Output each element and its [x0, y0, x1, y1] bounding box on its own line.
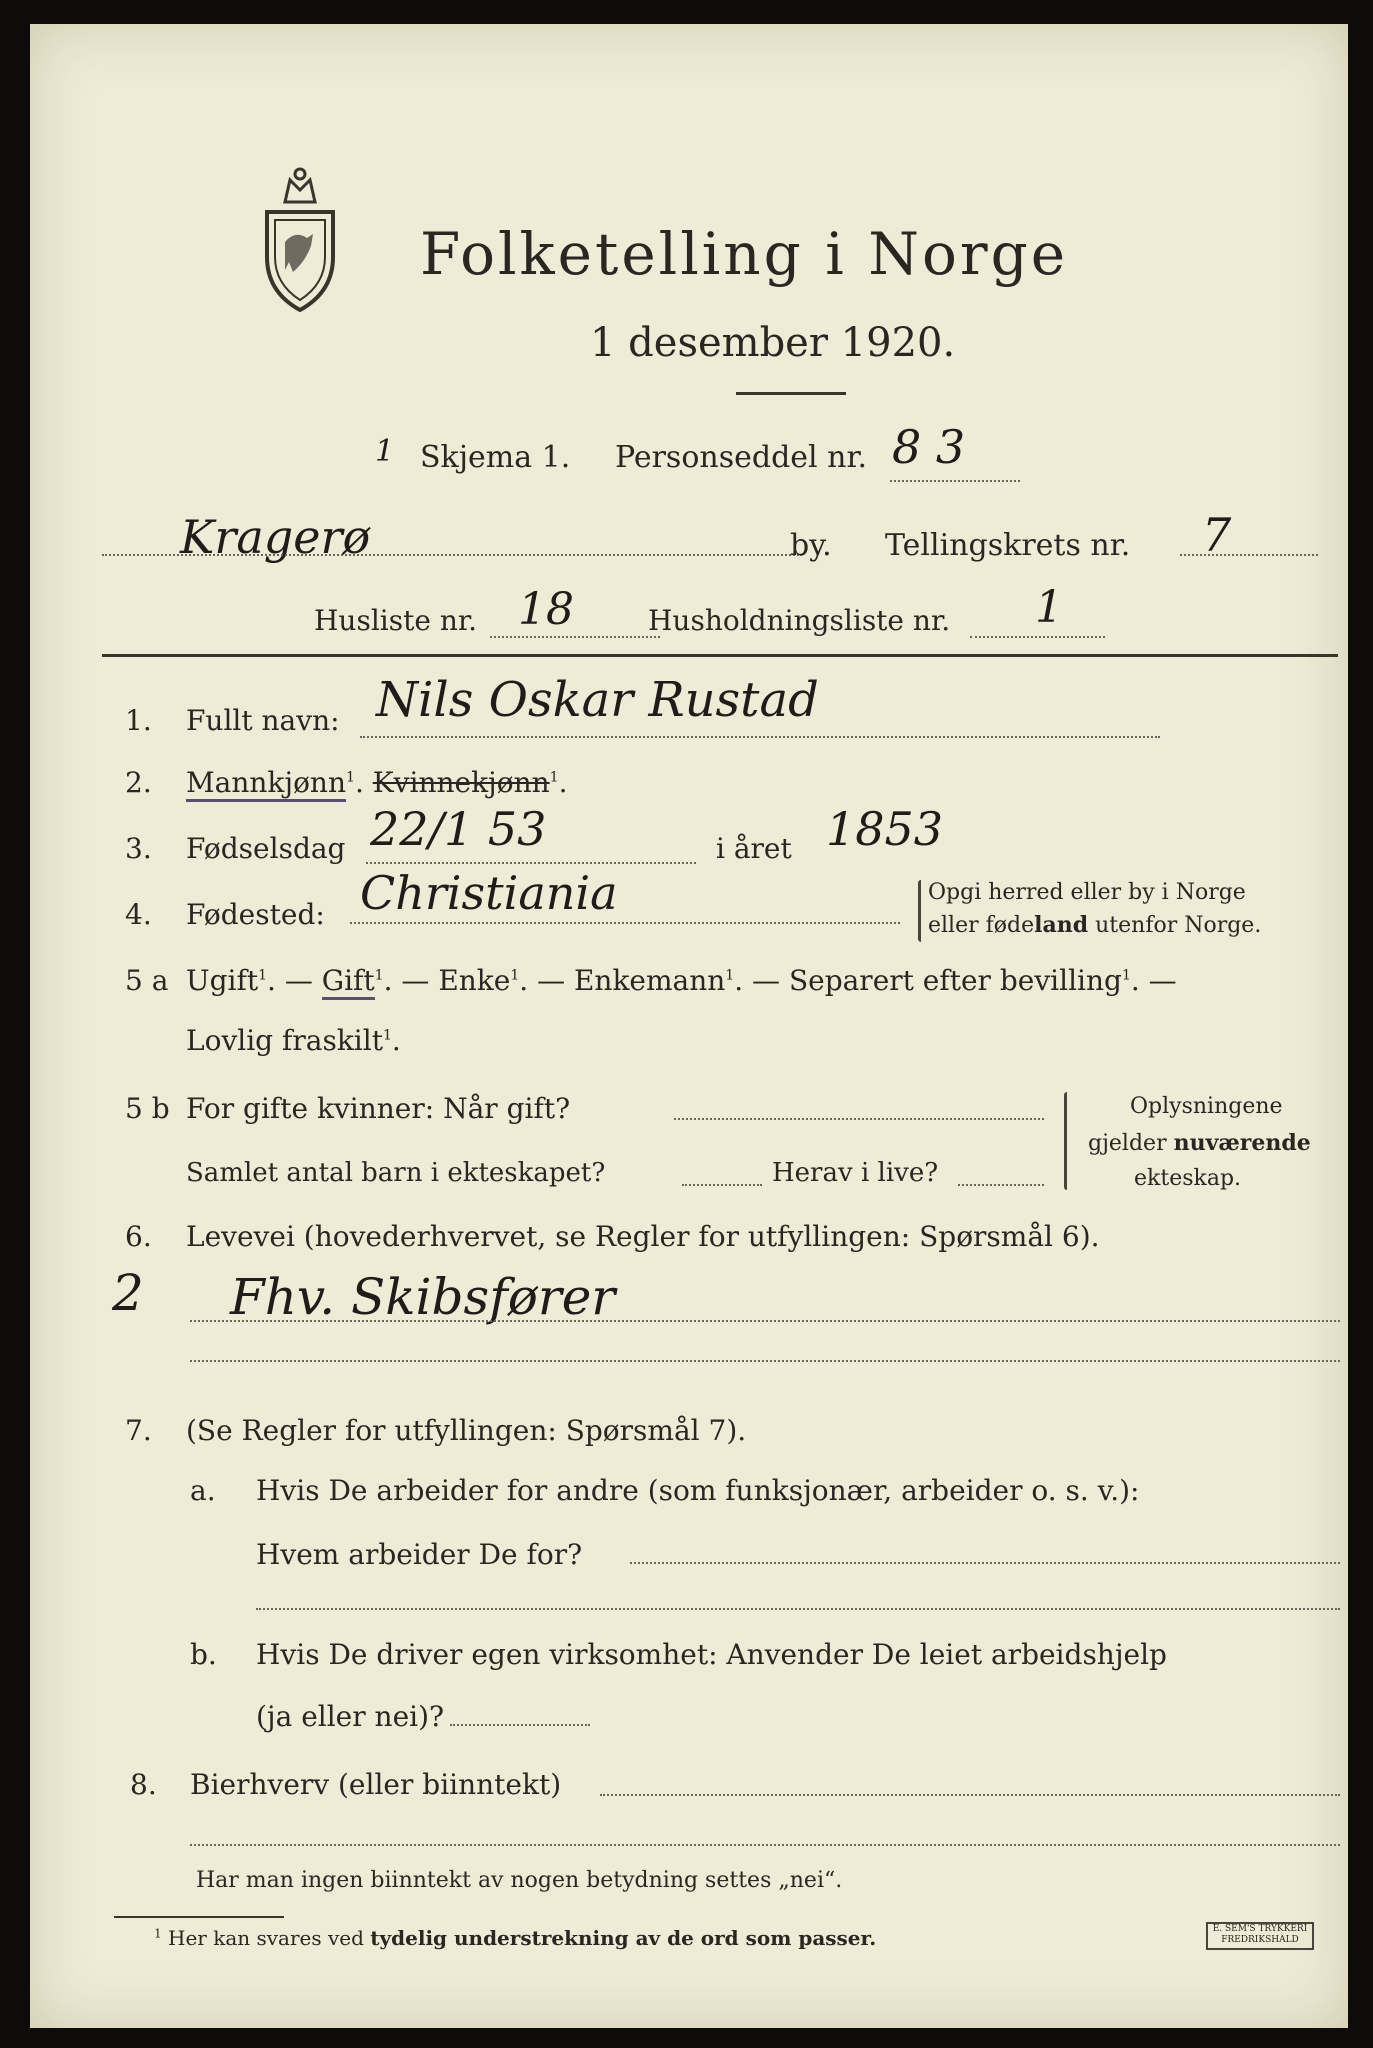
q2-sup2: 1: [549, 769, 559, 786]
schema-number-handwritten: 1: [375, 434, 395, 469]
q4-note-line2: eller fødeland utenfor Norge.: [928, 912, 1262, 938]
q5a-options: Ugift$^1$. — Gift$^1$. — Enke$^1$. — Enkemann$^1$. — Separert efter bevilling$^1$. —: [186, 964, 1177, 997]
q5b-note1: Oplysningene: [1130, 1094, 1283, 1119]
printer-stamp: E. SEM'S TRYKKERI FREDRIKSHALD: [1206, 1922, 1314, 1950]
coat-of-arms-icon: [255, 162, 345, 312]
q8-line2: [190, 1844, 1340, 1846]
q6-margin-handwritten: 2: [112, 1264, 144, 1322]
q6-line2: [190, 1360, 1340, 1362]
q4-number: 4.: [125, 898, 152, 931]
q5a-enkemann: Enkemann: [573, 964, 726, 997]
q4-label: Fødested:: [186, 898, 325, 931]
q2-female: Kvinnekjønn: [372, 766, 550, 799]
q7b-letter: b.: [190, 1638, 217, 1671]
q2-number: 2.: [125, 766, 152, 799]
q5a-fraskilt: Lovlig fraskilt$^1$.: [186, 1024, 401, 1057]
city-handwritten: Kragerø: [180, 510, 371, 564]
q3-label: Fødselsdag: [186, 832, 346, 865]
q5a-gift: Gift: [322, 964, 375, 1000]
q7-number: 7.: [125, 1414, 152, 1447]
q7-label: (Se Regler for utfyllingen: Spørsmål 7).: [186, 1414, 747, 1447]
personseddel-label: Personseddel nr.: [615, 440, 868, 475]
q4-note-line1: Opgi herred eller by i Norge: [928, 880, 1246, 905]
nei-note: Har man ingen biinntekt av nogen betydning settes „nei“.: [196, 1868, 843, 1893]
title-divider: [736, 392, 846, 395]
q5a-separert: Separert efter bevilling: [788, 964, 1122, 997]
q5b-children-line: [682, 1184, 762, 1186]
q5a-number: 5 a: [125, 964, 169, 997]
q7a-answer-line2: [256, 1608, 1340, 1610]
header-rule: [102, 654, 1338, 657]
footnote-rule: [114, 1916, 284, 1918]
q1-line: [360, 736, 1160, 738]
footnote: $^1$ Her kan svares ved tydelig understrekning av de ord som passer.: [154, 1926, 877, 1950]
q5b-children-label: Samlet antal barn i ekteskapet?: [186, 1158, 606, 1188]
q3-year-label: i året: [716, 832, 792, 865]
q7a-line1: Hvis De arbeider for andre (som funksjonær, arbeider o. s. v.):: [256, 1474, 1140, 1507]
form-title: Folketelling i Norge: [420, 220, 1069, 288]
q3-day-line: [366, 862, 696, 864]
husliste-line: [490, 636, 660, 638]
q5b-line1: For gifte kvinner: Når gift?: [186, 1092, 571, 1125]
q1-label: Fullt navn:: [186, 704, 340, 737]
q4-answer-handwritten: Christiania: [360, 866, 618, 920]
q3-year-handwritten: 1853: [826, 802, 944, 856]
q6-label: Levevei (hovederhvervet, se Regler for utfyllingen: Spørsmål 6).: [186, 1220, 1100, 1253]
q4-line: [350, 922, 900, 924]
q1-answer-handwritten: Nils Oskar Rustad: [376, 672, 819, 728]
husholdning-label: Husholdningsliste nr.: [648, 604, 951, 637]
q7b-line2: (ja eller nei)?: [256, 1700, 445, 1733]
tellingskrets-number-handwritten: 7: [1202, 508, 1232, 562]
q2-sup1: 1: [346, 769, 355, 786]
q2-male: Mannkjønn: [186, 766, 346, 802]
q5b-brace: [1064, 1092, 1067, 1190]
q5b-note2: gjelder nuværende: [1088, 1130, 1311, 1156]
husliste-number-handwritten: 18: [518, 584, 574, 635]
q7a-line2: Hvem arbeider De for?: [256, 1538, 583, 1571]
q7a-letter: a.: [190, 1474, 216, 1507]
q7a-answer-line1: [630, 1562, 1340, 1564]
q5a-enke: Enke: [438, 964, 511, 997]
q5b-alive-label: Herav i live?: [772, 1158, 939, 1188]
form-date: 1 desember 1920.: [590, 320, 956, 366]
husholdning-number-handwritten: 1: [1035, 582, 1063, 633]
q4-brace: [918, 880, 921, 942]
q2-options: Mannkjønn$^1$. Kvinnekjønn$^1$.: [186, 766, 567, 799]
schema-label: Skjema 1.: [420, 440, 571, 475]
city-line: [102, 554, 802, 556]
q6-answer-handwritten: Fhv. Skibsfører: [230, 1268, 616, 1326]
husliste-label: Husliste nr.: [314, 604, 478, 637]
census-form: [30, 24, 1348, 2028]
q5b-alive-line: [958, 1184, 1044, 1186]
q7b-line1: Hvis De driver egen virksomhet: Anvender De leiet arbeidshjelp: [256, 1638, 1167, 1671]
q3-number: 3.: [125, 832, 152, 865]
q6-number: 6.: [125, 1220, 152, 1253]
personseddel-number-handwritten: 8 3: [892, 420, 966, 474]
q6-line1: [190, 1320, 1340, 1322]
tellingskrets-line: [1180, 554, 1318, 556]
q5b-note3: ekteskap.: [1134, 1166, 1242, 1191]
q7b-answer-line: [450, 1724, 590, 1726]
q5b-married-line: [674, 1118, 1044, 1120]
q5b-number: 5 b: [125, 1092, 170, 1125]
q2-end: .: [558, 766, 568, 799]
q8-label: Bierhverv (eller biinntekt): [190, 1768, 562, 1801]
husholdning-line: [970, 636, 1105, 638]
personseddel-line: [890, 480, 1020, 482]
tellingskrets-label: Tellingskrets nr.: [885, 528, 1131, 563]
by-label: by.: [790, 528, 832, 563]
q8-line1: [600, 1794, 1340, 1796]
q5a-ugift: Ugift: [186, 964, 259, 997]
q3-day-handwritten: 22/1 53: [370, 802, 547, 856]
q8-number: 8.: [130, 1768, 157, 1801]
q1-number: 1.: [125, 704, 152, 737]
